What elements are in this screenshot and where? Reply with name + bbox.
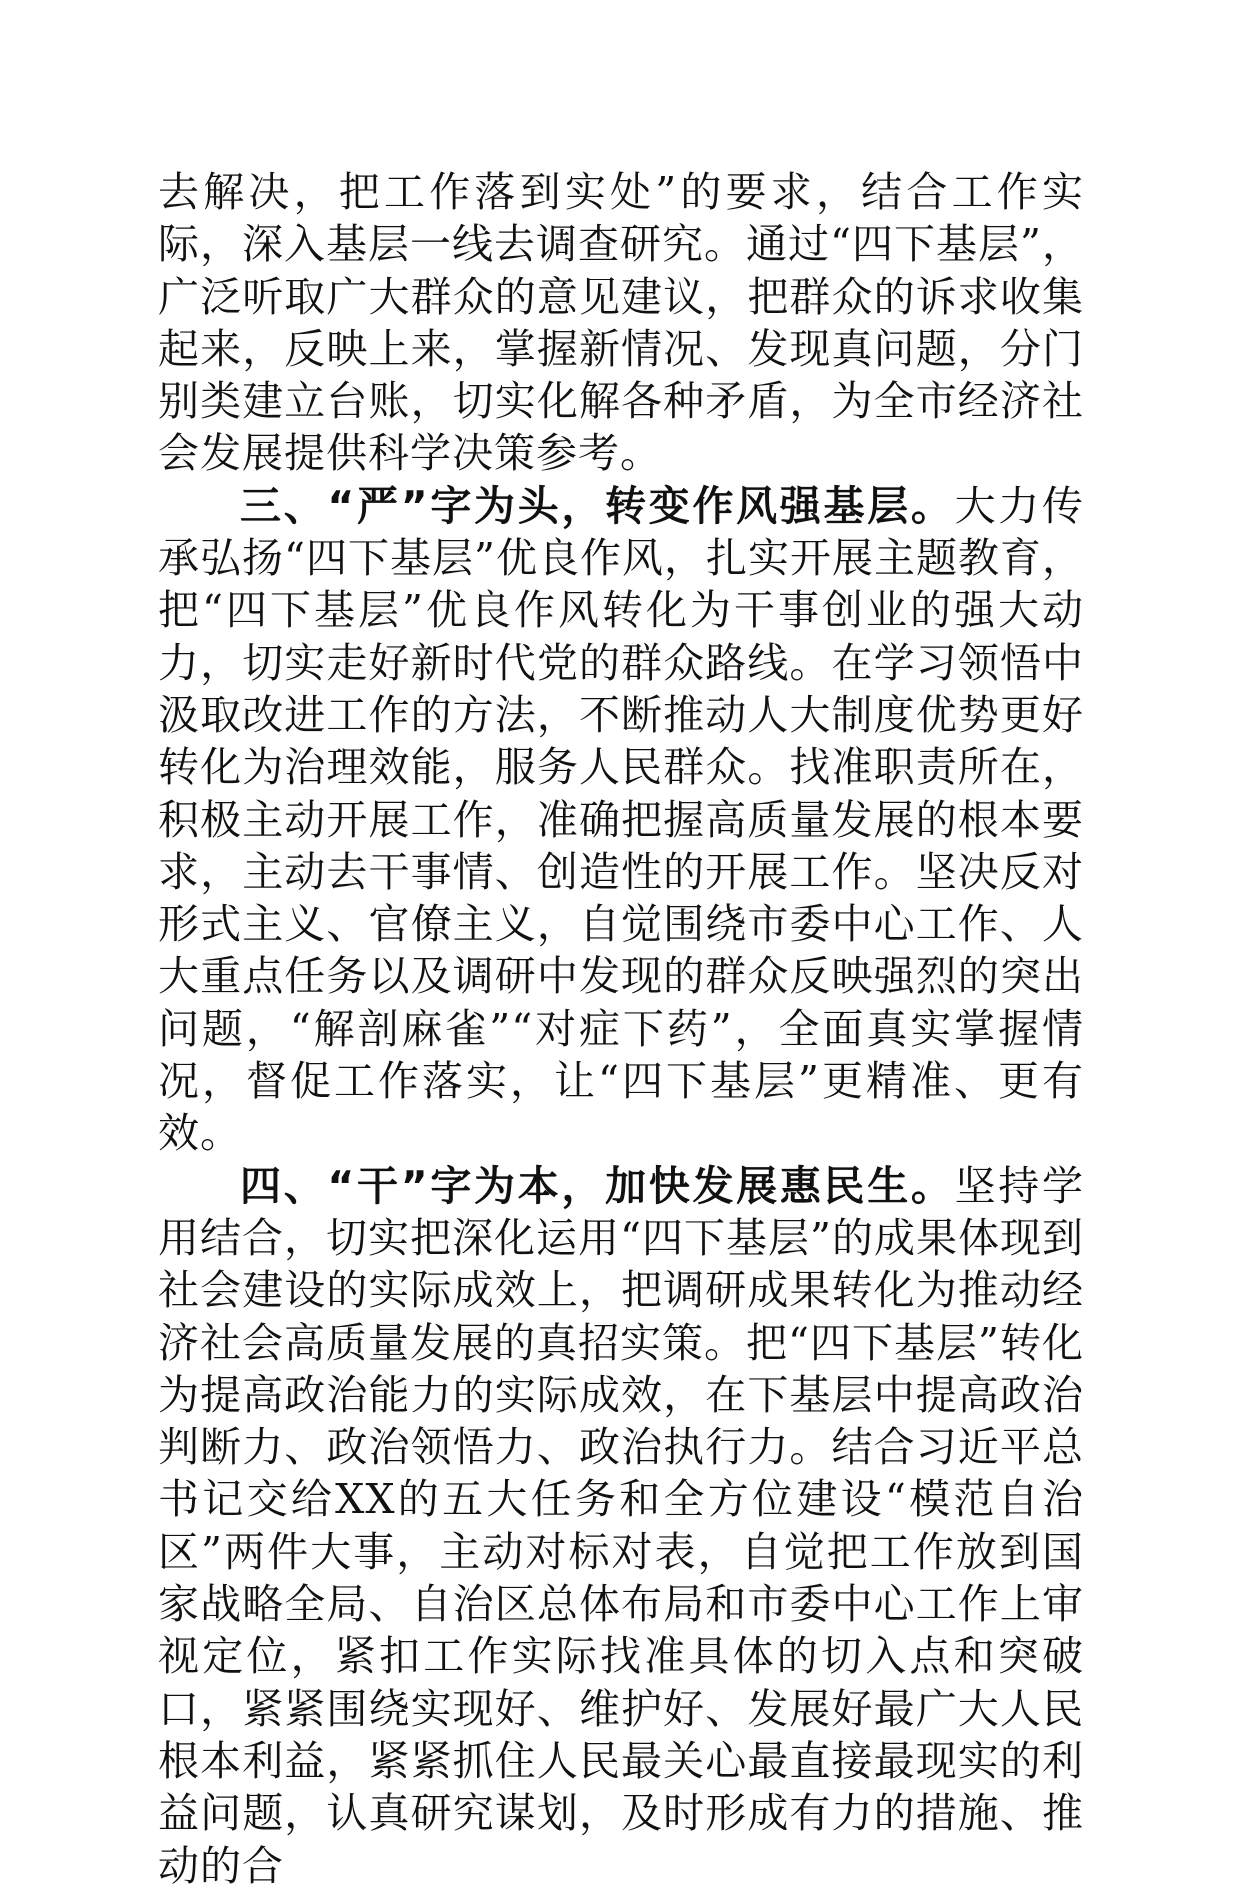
paragraph-body: 大力传承弘扬“四下基层”优良作风，扎实开展主题教育，把“四下基层”优良作风转化为干事创业的强大动力，切实走好新时代党的群众路线。在学习领悟中汲取改进工作的方法，不断推动人大制度优势更好转化为治理效能，服务人民群众。找准职责所在，积极主动开展工作，准确把握高质量发展的根本要求，主动去干事情、创造性的开展工作。坚决反对形式主义、官僚主义，自觉围绕市委中心工作、人大重点任务以及调研中发现的群众反映强烈的突出问题，“解剖麻雀”“对症下药”，全面真实掌握情况，督促工作落实，让“四下基层”更精准、更有效。: [158, 481, 1084, 1158]
paragraph-body: 坚持学用结合，切实把深化运用“四下基层”的成果体现到社会建设的实际成效上，把调研成果转化为推动经济社会高质量发展的真招实策。把“四下基层”转化为提高政治能力的实际成效，在下基层中提高政治判断力、政治领悟力、政治执行力。结合习近平总书记交给XX的五大任务和全方位建设“模范自治区”两件大事，主动对标对表，自觉把工作放到国家战略全局、自治区总体布局和市委中心工作上审视定位，紧扣工作实际找准具体的切入点和突破口，紧紧围绕实现好、维护好、发展好最广大人民根本利益，紧紧抓住人民最关心最直接最现实的利益问题，认真研究谋划，及时形成有力的措施、推动的合: [158, 1161, 1084, 1890]
paragraph-section-four: [158, 1160, 1084, 1892]
section-heading: 四、“干”字为本，加快发展惠民生。: [240, 1161, 955, 1210]
document-page: [158, 166, 1084, 1892]
paragraph-continuation: [158, 166, 1084, 480]
paragraph-body: 去解决，把工作落到实处”的要求，结合工作实际，深入基层一线去调查研究。通过“四下基层”，广泛听取广大群众的意见建议，把群众的诉求收集起来，反映上来，掌握新情况、发现真问题，分门别类建立台账，切实化解各种矛盾，为全市经济社会发展提供科学决策参考。: [158, 168, 1084, 478]
section-heading: 三、“严”字为头，转变作风强基层。: [240, 481, 955, 530]
paragraph-section-three: [158, 480, 1084, 1160]
